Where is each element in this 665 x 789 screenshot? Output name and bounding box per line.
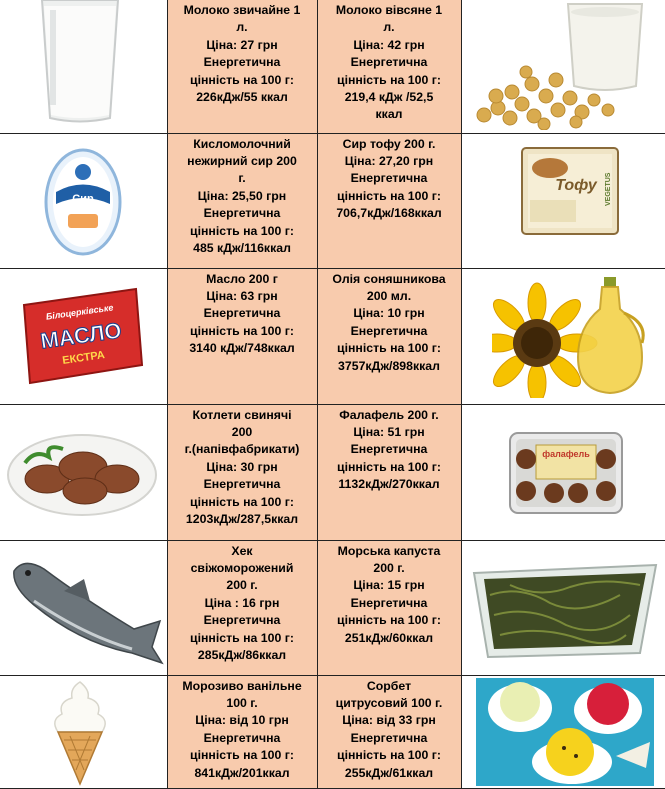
text-line: Енергетична bbox=[203, 477, 281, 492]
butter-subtitle-label: ЕКСТРА bbox=[61, 348, 106, 367]
tofu-package-label: Тофу bbox=[554, 176, 597, 194]
text-line: 1132кДж/270ккал bbox=[338, 477, 440, 492]
text-line: Ціна: 27,20 грн bbox=[344, 153, 434, 168]
text-line: Молоко звичайне 1 bbox=[183, 3, 301, 17]
sunflower-and-oil-bottle-icon bbox=[492, 273, 652, 398]
text-line: Енергетична bbox=[203, 206, 281, 221]
text-line: Морозиво ванільне bbox=[182, 678, 302, 693]
butter-package-icon bbox=[18, 281, 148, 391]
text-line: Ціна: 63 грн bbox=[206, 288, 278, 303]
alternative-item-description bbox=[317, 133, 461, 268]
alternative-item-description bbox=[317, 540, 461, 675]
text-line: Хек bbox=[231, 543, 253, 558]
text-line: Ціна: 51 грн bbox=[353, 424, 425, 439]
text-line: Кисломолочний bbox=[193, 136, 291, 151]
alternative-item-description bbox=[317, 675, 461, 788]
tofu-image-cell bbox=[461, 133, 665, 268]
text-line: г.(напівфабрикати) bbox=[184, 442, 300, 457]
regular-item-description bbox=[167, 540, 317, 675]
table-row bbox=[0, 0, 665, 133]
pork-cutlets-plate-icon bbox=[5, 427, 160, 517]
text-line: Енергетична bbox=[203, 613, 281, 628]
text-line: Ціна: від 33 грн bbox=[342, 713, 436, 728]
text-line: Сир тофу 200 г. bbox=[342, 136, 436, 151]
text-line: 1203кДж/287,5ккал bbox=[185, 511, 299, 526]
ice-cream-image-cell bbox=[0, 675, 167, 788]
table-row bbox=[0, 404, 665, 540]
text-line: Олія соняшникова bbox=[332, 271, 446, 286]
text-line: Енергетична bbox=[350, 442, 428, 457]
text-line: 200 г. bbox=[226, 578, 258, 593]
text-line: 100 г. bbox=[226, 695, 258, 710]
text-line: цінність на 100 г: bbox=[190, 748, 294, 763]
text-line: Енергетична bbox=[350, 730, 428, 745]
text-line: 251кДж/60ккал bbox=[344, 630, 434, 645]
oat-milk-glass-and-soybeans-icon bbox=[472, 0, 662, 130]
sunflower-oil-image-cell bbox=[461, 268, 665, 404]
text-line: Котлети свинячі bbox=[192, 407, 292, 422]
sorbet-bowls-icon bbox=[476, 678, 654, 786]
table-row bbox=[0, 540, 665, 675]
falafel-package-label: фалафель bbox=[541, 448, 590, 459]
regular-item-description bbox=[167, 675, 317, 788]
text-line: цінність на 100 г: bbox=[337, 748, 441, 763]
text-line: Ціна: 27 грн bbox=[206, 37, 278, 52]
hake-image-cell bbox=[0, 540, 167, 675]
cottage-cheese-package-icon bbox=[42, 142, 124, 262]
text-line: цінність на 100 г: bbox=[337, 613, 441, 628]
text-line: л. bbox=[383, 20, 395, 35]
text-line: Ціна: 30 грн bbox=[206, 459, 278, 474]
table-row bbox=[0, 133, 665, 268]
text-line: Енергетична bbox=[203, 55, 281, 70]
falafel-image-cell bbox=[461, 404, 665, 540]
text-line: цінність на 100 г: bbox=[190, 494, 294, 509]
text-line: цінність на 100 г: bbox=[337, 459, 441, 474]
text-line: 219,4 кДж /52,5 bbox=[344, 90, 434, 105]
text-line: 285кДж/86ккал bbox=[197, 647, 287, 662]
text-line: 3757кДж/898ккал bbox=[338, 358, 440, 373]
alternative-item-description bbox=[317, 268, 461, 404]
oat-milk-image-cell bbox=[461, 0, 665, 133]
text-line: 841кДж/201ккал bbox=[194, 765, 290, 780]
text-line: нежирний сир 200 bbox=[187, 153, 297, 168]
text-line: Енергетична bbox=[350, 595, 428, 610]
falafel-package-icon bbox=[508, 431, 624, 515]
tofu-brand-label: VEGETUS bbox=[604, 172, 612, 206]
cottage-cheese-package-label: Сир bbox=[72, 192, 94, 205]
text-line: цінність на 100 г: bbox=[190, 72, 294, 87]
text-line: Енергетична bbox=[203, 306, 281, 321]
ice-cream-cone-icon bbox=[50, 680, 110, 786]
text-line: Молоко вівсяне 1 bbox=[335, 3, 443, 17]
text-line: 3140 кДж/748ккал bbox=[189, 341, 295, 356]
text-line: Ціна : 16 грн bbox=[204, 595, 280, 610]
butter-title-label: МАСЛО bbox=[38, 317, 124, 354]
alternative-item-description bbox=[317, 0, 461, 133]
text-line: цінність на 100 г: bbox=[337, 72, 441, 87]
regular-item-description bbox=[167, 133, 317, 268]
sorbet-image-cell bbox=[461, 675, 665, 788]
butter-image-cell bbox=[0, 268, 167, 404]
alternative-item-description bbox=[317, 404, 461, 540]
text-line: 706,7кДж/168ккал bbox=[336, 206, 442, 221]
text-line: цінність на 100 г: bbox=[190, 630, 294, 645]
text-line: 226кДж/55 ккал bbox=[196, 90, 288, 105]
text-line: Сорбет bbox=[366, 678, 412, 693]
text-line: 200 г. bbox=[373, 560, 405, 575]
text-line: 255кДж/61ккал bbox=[344, 765, 434, 780]
seaweed-container-icon bbox=[470, 555, 660, 660]
milk-glass-icon bbox=[30, 0, 130, 125]
text-line: Ціна: 25,50 грн bbox=[197, 188, 287, 203]
table-row bbox=[0, 268, 665, 404]
text-line: Морська капуста bbox=[337, 543, 441, 558]
cutlets-image-cell bbox=[0, 404, 167, 540]
regular-item-description bbox=[167, 268, 317, 404]
text-line: Енергетична bbox=[350, 323, 428, 338]
milk-image-cell bbox=[0, 0, 167, 133]
table-row bbox=[0, 675, 665, 788]
text-line: цінність на 100 г: bbox=[337, 188, 441, 203]
text-line: л. bbox=[236, 20, 248, 35]
text-line: ккал bbox=[375, 107, 403, 122]
text-line: Енергетична bbox=[203, 730, 281, 745]
text-line: Ціна: 15 грн bbox=[353, 578, 425, 593]
tofu-package-icon bbox=[520, 146, 620, 236]
text-line: Енергетична bbox=[350, 171, 428, 186]
text-line: Ціна: від 10 грн bbox=[195, 713, 289, 728]
text-line: Масло 200 г bbox=[206, 271, 278, 286]
text-line: Ціна: 42 грн bbox=[353, 37, 425, 52]
text-line: цитрусовий 100 г. bbox=[335, 695, 443, 710]
text-line: цінність на 100 г: bbox=[337, 341, 441, 356]
butter-brand-label: Білоцерківське bbox=[45, 301, 114, 322]
text-line: 200 мл. bbox=[366, 288, 412, 303]
text-line: Ціна: 10 грн bbox=[353, 306, 425, 321]
regular-item-description bbox=[167, 404, 317, 540]
text-line: цінність на 100 г: bbox=[190, 223, 294, 238]
text-line: свіжоморожений bbox=[190, 560, 294, 575]
text-line: Фалафель 200 г. bbox=[339, 407, 439, 422]
cottage-cheese-image-cell bbox=[0, 133, 167, 268]
hake-fish-icon bbox=[4, 551, 164, 666]
text-line: цінність на 100 г: bbox=[190, 323, 294, 338]
seaweed-image-cell bbox=[461, 540, 665, 675]
text-line: г. bbox=[238, 171, 246, 186]
text-line: Енергетична bbox=[350, 55, 428, 70]
text-line: 485 кДж/116ккал bbox=[193, 240, 291, 255]
text-line: 200 bbox=[231, 424, 253, 439]
regular-item-description bbox=[167, 0, 317, 133]
